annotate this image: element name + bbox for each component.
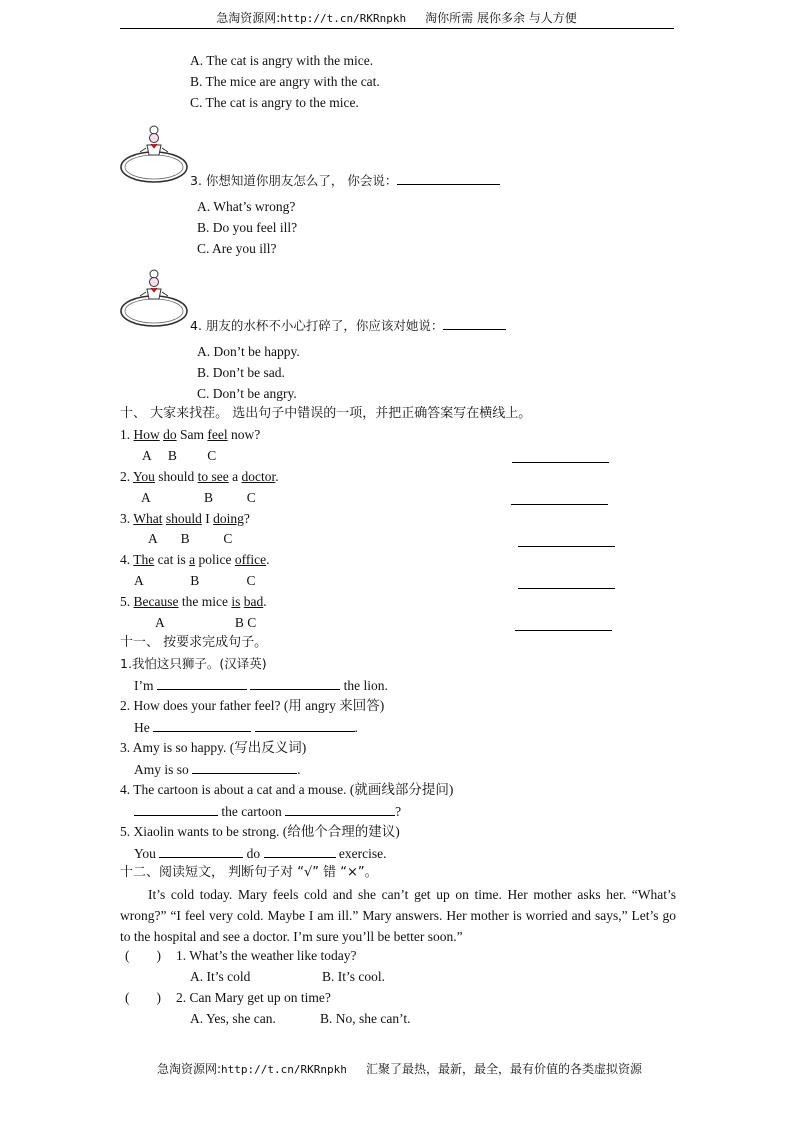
blank[interactable]: [134, 802, 218, 816]
blank[interactable]: [192, 760, 297, 774]
s10-sentence-5: 5. Because the mice is bad.: [120, 594, 267, 609]
s10-letters-1: A B C: [142, 448, 217, 463]
answer-line-3[interactable]: [518, 546, 615, 547]
header-slogan: 淘你所需 展你多余 与人方便: [425, 11, 577, 25]
s10-sentence-1: 1. How do Sam feel now?: [120, 427, 261, 442]
blank[interactable]: [157, 676, 247, 690]
page-footer: [157, 1060, 642, 1079]
s11-q4-prompt: 4. The cartoon is about a cat and a mouse. (就画线部分提问): [120, 782, 454, 797]
section10-title: 十、 大家来找茬。 选出句子中错误的一项，并把正确答案写在横线上。: [120, 406, 532, 421]
q4-option-b: B. Don’t be sad.: [197, 365, 285, 380]
chef-plate-illustration: [118, 266, 192, 330]
blank[interactable]: [285, 802, 395, 816]
s11-q1-answer: I’m the lion.: [134, 678, 388, 693]
s10-letters-4: A B C: [134, 573, 256, 588]
s12-q2-option-a: A. Yes, she can.: [190, 1011, 276, 1026]
chef-plate-illustration: [118, 122, 192, 186]
s12-q1-option-b: B. It’s cool.: [322, 969, 385, 984]
s10-letters-5: A B C: [155, 615, 257, 630]
answer-line-1[interactable]: [512, 462, 609, 463]
blank[interactable]: [153, 718, 251, 732]
blank[interactable]: [159, 844, 243, 858]
blank[interactable]: [255, 718, 355, 732]
q4-option-a: A. Don’t be happy.: [197, 344, 300, 359]
s11-q5-answer: You do exercise.: [134, 846, 387, 861]
s10-sentence-4: 4. The cat is a police office.: [120, 552, 270, 567]
header-rule: [120, 28, 674, 29]
s11-q1-prompt: 1.我怕这只狮子。(汉译英): [120, 656, 267, 671]
s11-q4-answer: the cartoon ?: [134, 802, 401, 821]
s12-q1-paren[interactable]: ( ): [125, 948, 161, 963]
q4-option-c: C. Don’t be angry.: [197, 386, 297, 401]
s12-q1-option-a: A. It’s cold: [190, 969, 251, 984]
s10-letters-2: A B C: [141, 490, 256, 505]
answer-line-5[interactable]: [515, 630, 612, 631]
reading-passage: It’s cold today. Mary feels cold and she can’t get up on time. Her mother asks her. “What’s wrong?” “I feel very cold. Maybe I am ill.” Mary answers. Her mother is worried and says,” Let’s go to the hospital and see a doctor. I’m sure you’ll be better soon.”: [120, 887, 676, 944]
section11-title: 十一、 按要求完成句子。: [120, 635, 268, 650]
s10-sentence-3: 3. What should I doing?: [120, 511, 250, 526]
q3-option-a: A. What’s wrong?: [197, 199, 296, 214]
header-site: 急淘资源网:: [216, 11, 281, 25]
s11-q3-prompt: 3. Amy is so happy. (写出反义词): [120, 740, 307, 755]
s11-q5-prompt: 5. Xiaolin wants to be strong. (给他个合理的建议): [120, 824, 400, 839]
footer-site: 急淘资源网:: [157, 1062, 222, 1076]
s11-q2-prompt: 2. How does your father feel? (用 angry 来回答): [120, 698, 385, 713]
s11-q3-answer: Amy is so .: [134, 762, 301, 777]
q2-option-b: B. The mice are angry with the cat.: [190, 74, 380, 89]
s10-sentence-2: 2. You should to see a doctor.: [120, 469, 279, 484]
s12-q2-option-b: B. No, she can’t.: [320, 1011, 411, 1026]
q3-prompt: 3. 你想知道你朋友怎么了， 你会说：: [190, 171, 500, 190]
answer-line-4[interactable]: [518, 588, 615, 589]
q3-option-c: C. Are you ill?: [197, 241, 277, 256]
page-header: [120, 9, 673, 28]
blank[interactable]: [264, 844, 336, 858]
s12-q2-paren[interactable]: ( ): [125, 990, 161, 1005]
answer-line-2[interactable]: [511, 504, 608, 505]
header-url[interactable]: http://t.cn/RKRnpkh: [280, 12, 407, 25]
footer-slogan: 汇聚了最热，最新，最全，最有价值的各类虚拟资源: [365, 1062, 642, 1076]
blank[interactable]: [250, 676, 340, 690]
q4-prompt: 4. 朋友的水杯不小心打碎了，你应该对她说：: [190, 316, 506, 335]
s11-q2-answer: He .: [134, 720, 358, 735]
q3-option-b: B. Do you feel ill?: [197, 220, 298, 235]
s12-q1-text: 1. What’s the weather like today?: [176, 948, 357, 963]
s10-letters-3: A B C: [148, 531, 233, 546]
s12-q2-text: 2. Can Mary get up on time?: [176, 990, 331, 1005]
footer-url[interactable]: http://t.cn/RKRnpkh: [221, 1063, 347, 1076]
q2-option-c: C. The cat is angry to the mice.: [190, 95, 359, 110]
section12-title: 十二、阅读短文， 判断句子对 “√” 错 “×”。: [120, 865, 378, 880]
q2-option-a: A. The cat is angry with the mice.: [190, 53, 374, 68]
